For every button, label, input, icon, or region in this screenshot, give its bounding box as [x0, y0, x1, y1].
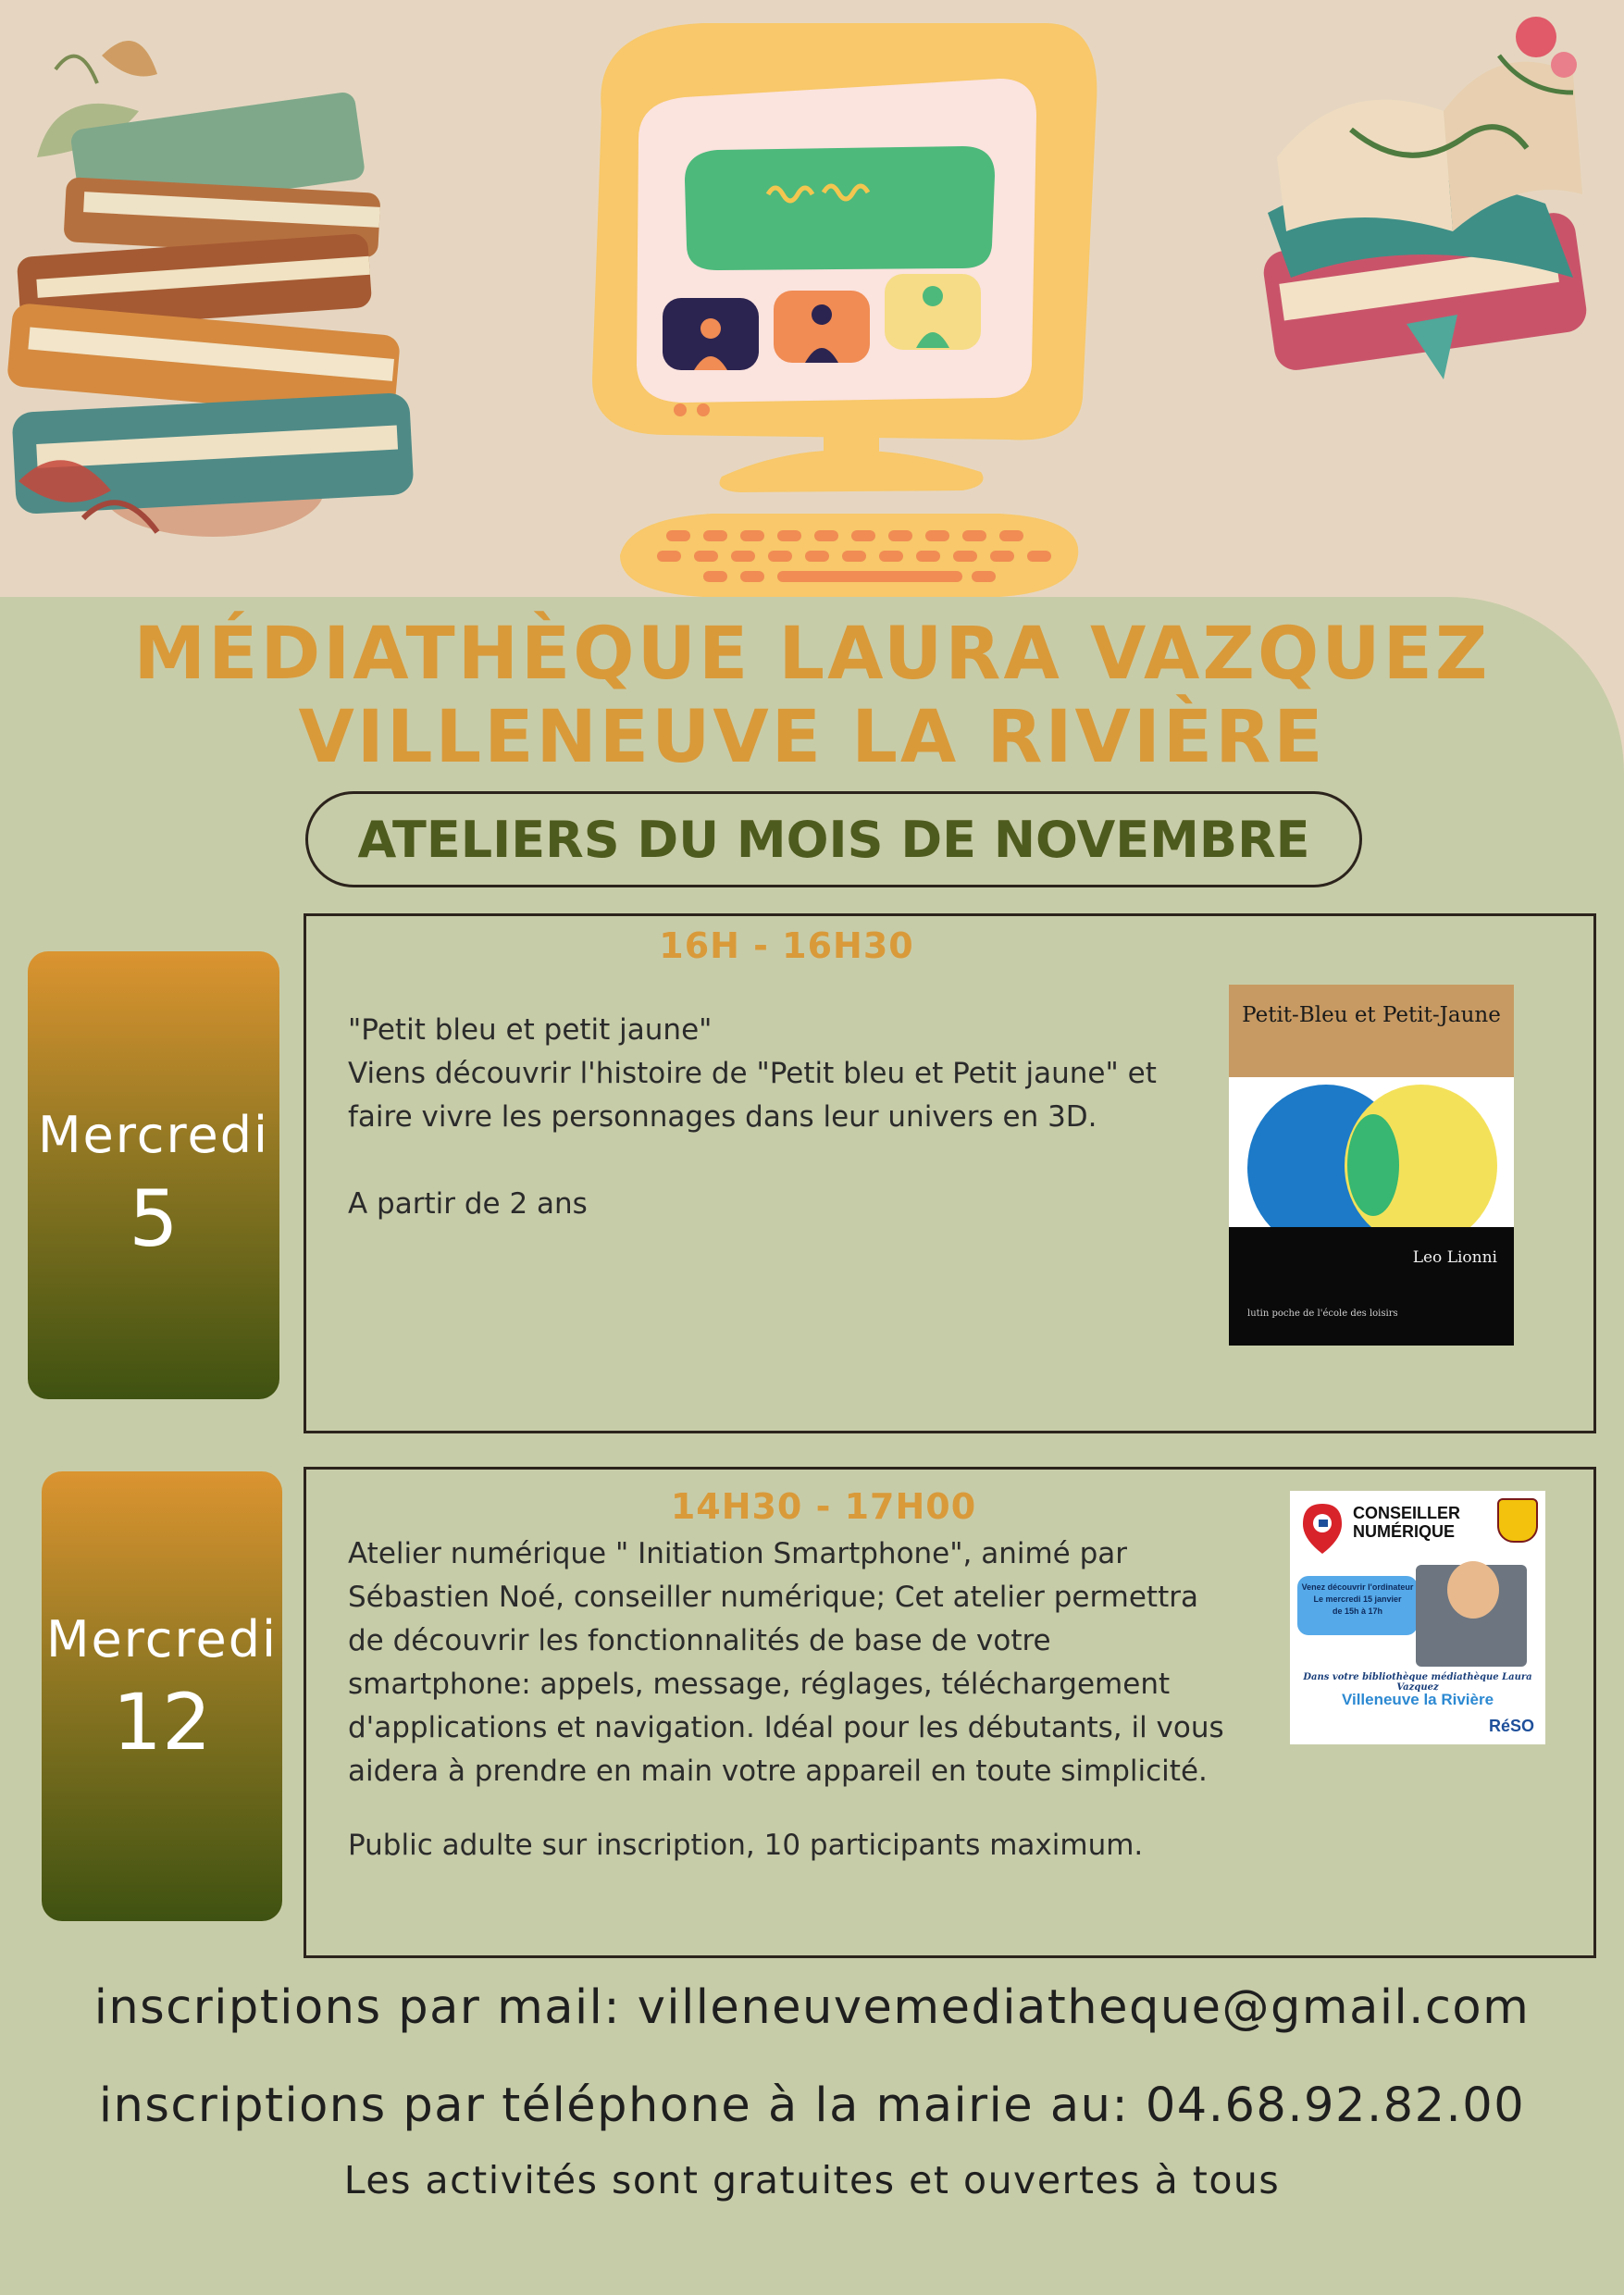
event-summary: Viens découvrir l'histoire de "Petit bleu et Petit jaune" et faire vivre les personnages dans leur univers en 3D.	[348, 1057, 1157, 1134]
book-stack-left-illustration	[6, 41, 415, 537]
event-audience: A partir de 2 ans	[348, 1187, 588, 1221]
event-description	[348, 1532, 1236, 1867]
event-audience: Public adulte sur inscription, 10 participants maximum.	[348, 1829, 1144, 1862]
email-info: inscriptions par mail: villeneuvemediatheque@gmail.com	[93, 1980, 1531, 2035]
event-time: 16H - 16H30	[659, 925, 914, 966]
conseiller-numerique-poster	[1290, 1491, 1545, 1744]
cover-publisher: lutin poche de l'école des loisirs	[1247, 1309, 1398, 1319]
map-pin-icon	[1301, 1502, 1344, 1556]
book-title: "Petit bleu et petit jaune"	[348, 1013, 713, 1047]
town-name: VILLENEUVE LA RIVIÈRE	[298, 696, 1326, 779]
poster-speech-bubble: Venez découvrir l'ordinateur Le mercredi 15 janvier de 15h à 17h	[1297, 1576, 1418, 1635]
cover-author: Leo Lionni	[1412, 1248, 1497, 1267]
phone-info: inscriptions par téléphone à la mairie au: 04.68.92.82.00	[98, 2078, 1526, 2133]
month-banner	[305, 791, 1362, 887]
computer-illustration	[592, 23, 1097, 597]
poster-heading-line1: CONSEILLER	[1353, 1504, 1461, 1522]
day-name: Mercredi	[37, 1106, 270, 1164]
header-illustration	[0, 0, 1624, 611]
event-summary: Atelier numérique " Initiation Smartphone", animé par Sébastien Noé, conseiller numérique; Cet atelier permettra de découvrir les fonctionnalités de base de votre smartphone: appels, message, réglages, téléchargement d'applications et navigation. Idéal pour les débutants, il vous aidera à prendre en main votre appareil en toute simplicité.	[348, 1537, 1224, 1788]
day-number: 5	[129, 1173, 179, 1264]
poster-script-line: Dans votre bibliothèque médiathèque Laura Vazquez	[1303, 1672, 1532, 1693]
open-books-right-illustration	[1261, 17, 1590, 379]
month-banner-label: ATELIERS DU MOIS DE NOVEMBRE	[357, 810, 1310, 869]
town-crest-icon	[1497, 1498, 1538, 1543]
poster-town: Villeneuve la Rivière	[1341, 1691, 1494, 1708]
day-number: 12	[112, 1677, 212, 1768]
event-description	[348, 1009, 1199, 1226]
library-name: MÉDIATHÈQUE LAURA VAZQUEZ	[133, 613, 1491, 696]
advisor-avatar	[1447, 1561, 1499, 1619]
event-time: 14H30 - 17H00	[670, 1486, 977, 1527]
book-cover-image	[1229, 985, 1514, 1346]
cover-title: Petit-Bleu et Petit-Jaune	[1242, 1003, 1501, 1027]
reso-logo: RéSO	[1488, 1717, 1534, 1735]
day-name: Mercredi	[45, 1610, 279, 1669]
day-card-5	[28, 951, 279, 1399]
day-card-12	[42, 1471, 282, 1921]
poster-heading-line2: NUMÉRIQUE	[1353, 1522, 1456, 1541]
free-activities-note: Les activités sont gratuites et ouvertes à tous	[343, 2158, 1281, 2202]
